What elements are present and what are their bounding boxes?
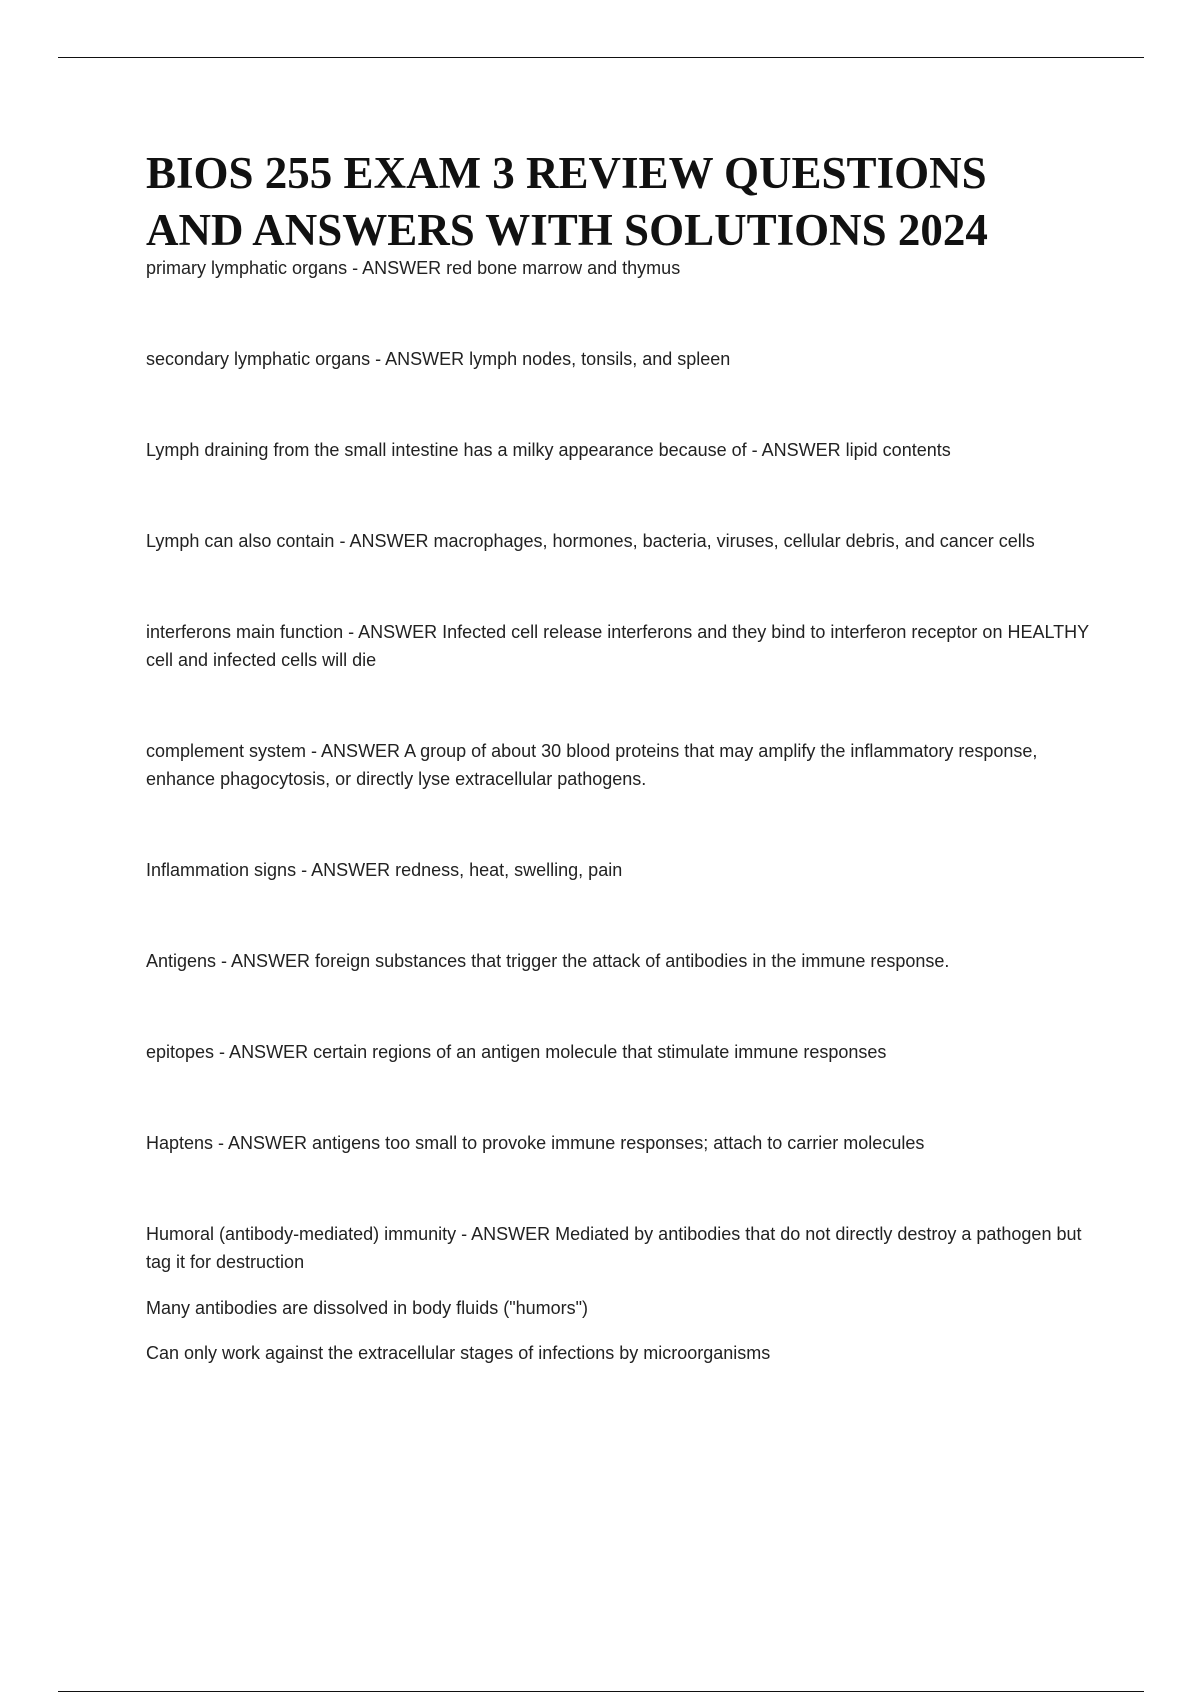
qa-entry-epitopes: epitopes - ANSWER certain regions of an antigen molecule that stimulate immune responses — [146, 1042, 887, 1062]
top-rule — [58, 57, 1144, 58]
qa-entry-inflammation-signs: Inflammation signs - ANSWER redness, heat, swelling, pain — [146, 860, 623, 880]
qa-entry-humoral-immunity: Humoral (antibody-mediated) immunity - ANSWER Mediated by antibodies that do not directly destroy a pathogen but tag it for destruction — [146, 1224, 1082, 1272]
title-line-1: BIOS 255 EXAM 3 REVIEW QUESTIONS — [146, 148, 987, 198]
qa-entry-antigens: Antigens - ANSWER foreign substances that trigger the attack of antibodies in the immune response. — [146, 951, 950, 971]
qa-entry-lymph-milky-appearance: Lymph draining from the small intestine has a milky appearance because of - ANSWER lipid contents — [146, 440, 951, 460]
note-antibodies-in-body-fluids: Many antibodies are dissolved in body fluids ("humors") — [146, 1298, 588, 1318]
qa-entry-secondary-lymphatic-organs: secondary lymphatic organs - ANSWER lymph nodes, tonsils, and spleen — [146, 349, 731, 369]
qa-entry-interferons: interferons main function - ANSWER Infected cell release interferons and they bind to interferon receptor on HEALTHY cell and infected cells will die — [146, 622, 1089, 670]
qa-entry-haptens: Haptens - ANSWER antigens too small to provoke immune responses; attach to carrier molecules — [146, 1133, 925, 1153]
document-title — [146, 145, 1096, 259]
bottom-rule — [58, 1691, 1144, 1692]
title-line-2: AND ANSWERS WITH SOLUTIONS 2024 — [146, 205, 988, 255]
document-body — [146, 145, 1096, 1384]
qa-list — [146, 254, 1096, 1367]
qa-entry-complement-system: complement system - ANSWER A group of about 30 blood proteins that may amplify the inflammatory response, enhance phagocytosis, or directly lyse extracellular pathogens. — [146, 741, 1038, 789]
qa-entry-lymph-contents: Lymph can also contain - ANSWER macrophages, hormones, bacteria, viruses, cellular debris, and cancer cells — [146, 531, 1035, 551]
qa-entry-primary-lymphatic-organs: primary lymphatic organs - ANSWER red bone marrow and thymus — [146, 258, 681, 278]
note-extracellular-stages: Can only work against the extracellular stages of infections by microorganisms — [146, 1343, 771, 1363]
